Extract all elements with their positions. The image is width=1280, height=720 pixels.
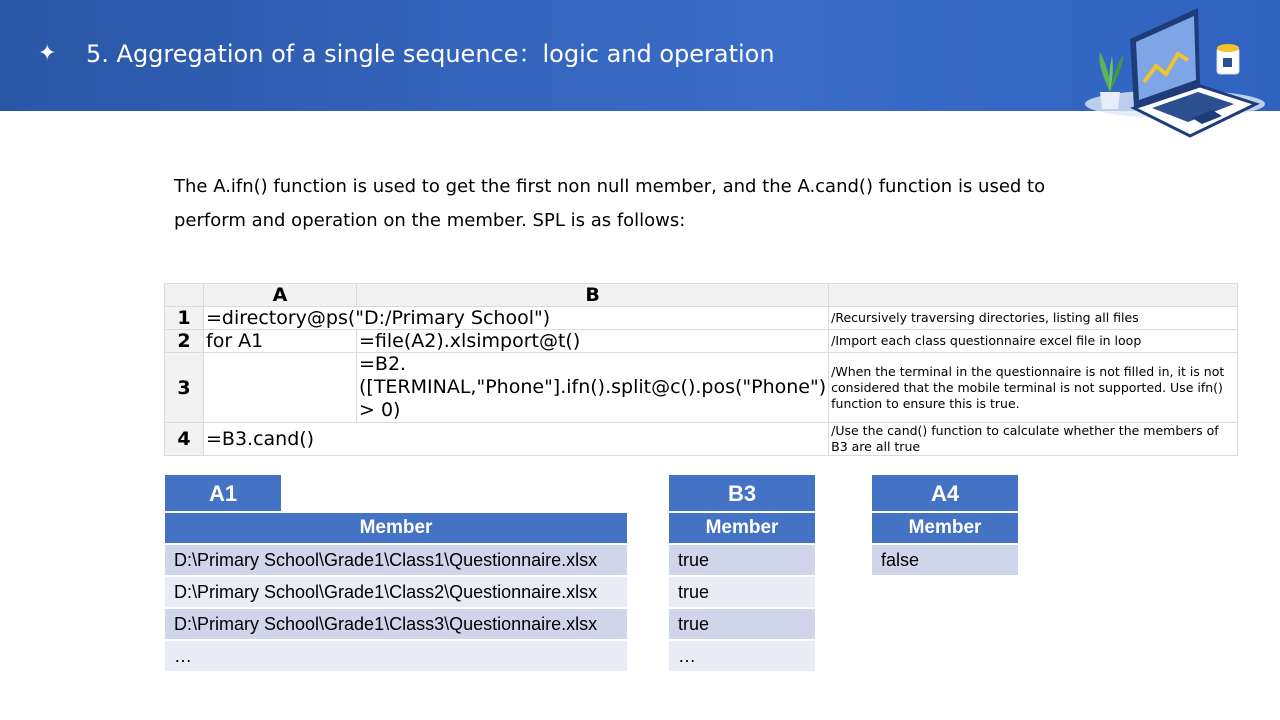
slide-title: 5. Aggregation of a single sequence：logic and operation — [86, 40, 775, 68]
column-header-a[interactable]: A — [204, 284, 357, 307]
comment-cell[interactable]: /When the terminal in the questionnaire is not filled in, it is not considered that the mobile terminal is not supported. Use ifn() function to ensure this is true. — [829, 353, 1238, 423]
comment-cell[interactable]: /Import each class questionnaire excel file in loop — [829, 330, 1238, 353]
column-header-member: Member — [872, 513, 1018, 543]
row-number[interactable]: 4 — [165, 423, 204, 456]
cell-b2[interactable]: =file(A2).xlsimport@t() — [357, 330, 829, 353]
cell-a2[interactable]: for A1 — [204, 330, 357, 353]
table-row: D:\Primary School\Grade1\Class3\Questionnaire.xlsx — [165, 609, 627, 639]
result-tag-a4: A4 — [872, 475, 1018, 511]
result-table-a1 — [165, 511, 627, 673]
result-tag-a1: A1 — [165, 475, 281, 511]
row-number[interactable]: 1 — [165, 307, 204, 330]
table-row: D:\Primary School\Grade1\Class2\Questionnaire.xlsx — [165, 577, 627, 607]
column-header-member: Member — [669, 513, 815, 543]
star-icon: ✦ — [38, 41, 57, 66]
cell-a1[interactable]: =directory@ps("D:/Primary School") — [204, 307, 829, 330]
column-header-c[interactable] — [829, 284, 1238, 307]
result-tag-b3: B3 — [669, 475, 815, 511]
comment-cell[interactable]: /Use the cand() function to calculate whether the members of B3 are all true — [829, 423, 1238, 456]
row-number[interactable]: 3 — [165, 353, 204, 423]
laptop-illustration-icon — [1080, 4, 1280, 144]
table-row: true — [669, 545, 815, 575]
grid-corner — [165, 284, 204, 307]
comment-cell[interactable]: /Recursively traversing directories, listing all files — [829, 307, 1238, 330]
cell-b3[interactable]: =B2.([TERMINAL,"Phone"].ifn().split@c().pos("Phone") > 0) — [357, 353, 829, 423]
table-row: true — [669, 609, 815, 639]
intro-line-2: perform and operation on the member. SPL is as follows: — [174, 210, 686, 231]
intro-line-1: The A.ifn() function is used to get the first non null member, and the A.cand() function is used to — [174, 176, 1046, 197]
title-banner — [0, 0, 1280, 111]
spl-code-grid — [164, 283, 1238, 456]
result-table-b3 — [669, 511, 815, 673]
table-row: true — [669, 577, 815, 607]
cell-a3[interactable] — [204, 353, 357, 423]
column-header-b[interactable]: B — [357, 284, 829, 307]
table-row: … — [669, 641, 815, 671]
row-number[interactable]: 2 — [165, 330, 204, 353]
cell-a4[interactable]: =B3.cand() — [204, 423, 829, 456]
table-row: false — [872, 545, 1018, 575]
table-row: D:\Primary School\Grade1\Class1\Questionnaire.xlsx — [165, 545, 627, 575]
column-header-member: Member — [165, 513, 627, 543]
intro-paragraph — [174, 170, 1074, 238]
table-row: … — [165, 641, 627, 671]
result-table-a4 — [872, 511, 1018, 577]
